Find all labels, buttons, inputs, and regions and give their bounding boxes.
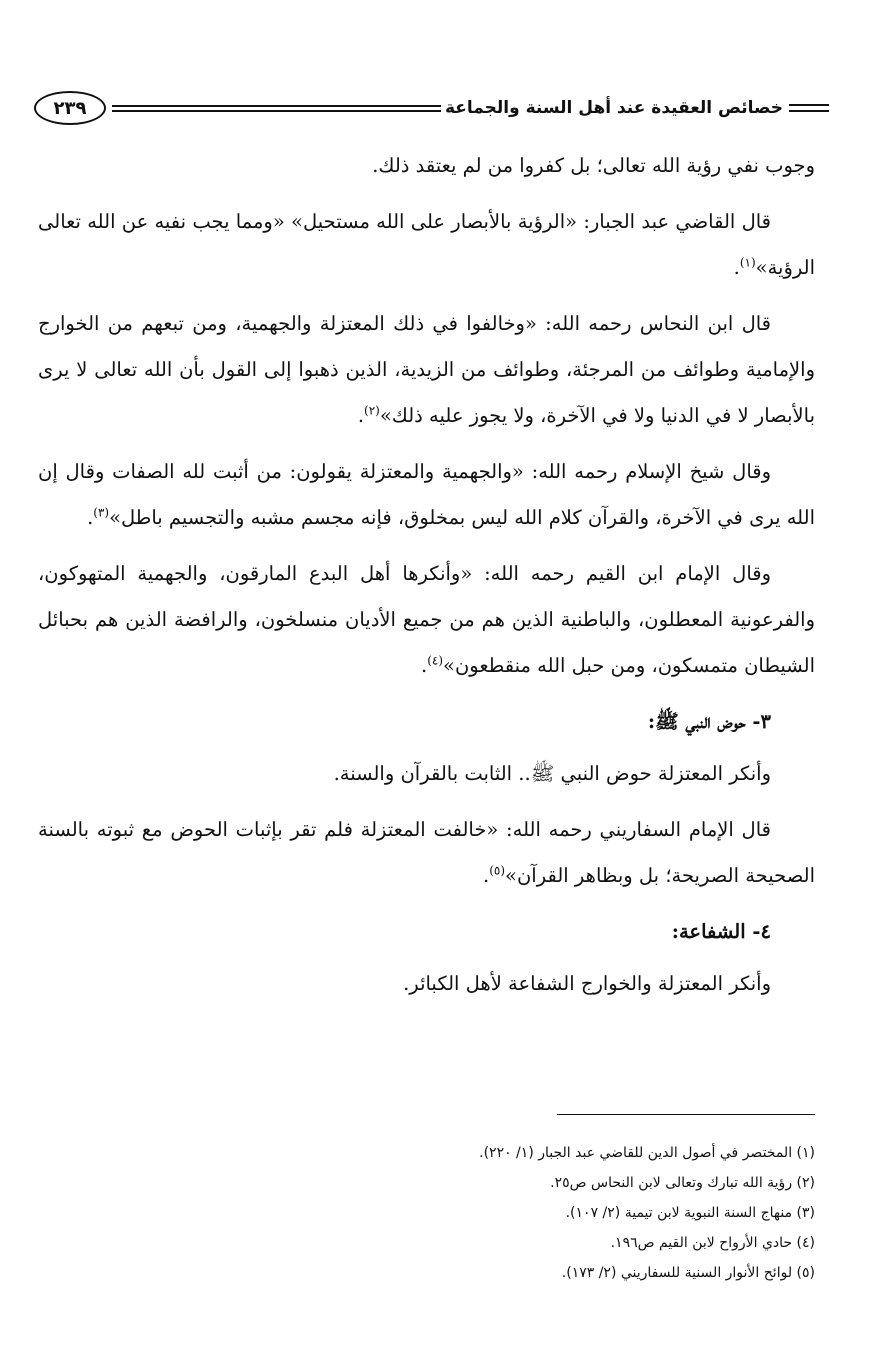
paragraph-3-text: قال ابن النحاس رحمه الله: «وخالفوا في ذلك المعتزلة والجهمية، ومن تبعهم من الخوارج والإمامية وطوائف من المرجئة، وطوائف من الزيدية، الذين ذهبوا إلى القول بأن الله تعالى لا يرى بالأبصار لا في الدنيا ولا في الآخرة، ولا يجوز عليه ذلك»: [38, 312, 815, 427]
footnote-2: (٢) رؤية الله تبارك وتعالى لابن النحاس ص٢٥.: [550, 1175, 815, 1191]
footnote-ref-1[interactable]: (١): [739, 255, 756, 270]
footnotes: [40, 1138, 815, 1288]
footnote-1: (١) المختصر في أصول الدين للقاضي عبد الجبار (١/ ٢٢٠).: [479, 1145, 815, 1161]
paragraph-7: قال الإمام السفاريني رحمه الله: «خالفت المعتزلة فلم تقر بإثبات الحوض مع ثبوته بالسنة الصحيحة الصريحة؛ بل وبظاهر القرآن»$^{(٥)}$.: [38, 818, 815, 887]
body-text: [38, 143, 815, 1017]
footnote-ref-4[interactable]: (٤): [427, 653, 444, 668]
paragraph-4-text: وقال شيخ الإسلام رحمه الله: «والجهمية والمعتزلة يقولون: من أثبت لله الصفات وقال إن الله يرى في الآخرة، والقرآن كلام الله ليس بمخلوق، فإنه مجسم مشبه والتجسيم باطل»: [38, 460, 815, 529]
paragraph-1-text: وجوب نفي رؤية الله تعالى؛ بل كفروا من لم يعتقد ذلك.: [372, 154, 815, 177]
paragraph-5: وقال الإمام ابن القيم رحمه الله: «وأنكرها أهل البدع المارقون، والجهمية المتهوكون، والفرعونية المعطلون، والباطنية الذين هم من جميع الأديان منسلخون، والرافضة الذين هم بحبائل الشيطان متمسكون، ومن حبل الله منقطعون»$^{(٤)}$.: [38, 562, 815, 677]
footnote-4: (٤) حادي الأرواح لابن القيم ص١٩٦.: [610, 1235, 815, 1251]
footnote-ref-3[interactable]: (٣): [93, 505, 110, 520]
footnote-3: (٣) منهاج السنة النبوية لابن تيمية (٢/ ١٠٧).: [565, 1205, 815, 1221]
header-dash: [789, 104, 829, 112]
paragraph-5-text: وقال الإمام ابن القيم رحمه الله: «وأنكرها أهل البدع المارقون، والجهمية المتهوكون، والفرعونية المعطلون، والباطنية الذين هم من جميع الأديان منسلخون، والرافضة الذين هم بحبائل الشيطان متمسكون، ومن حبل الله منقطعون»: [38, 562, 815, 677]
footnote-ref-5[interactable]: (٥): [489, 863, 506, 878]
header-rule: [112, 105, 441, 112]
section-heading-3: ٣- حوض النبي ﷺ:: [647, 710, 771, 733]
running-title: خصائص العقيدة عند أهل السنة والجماعة: [444, 98, 783, 118]
footnote-separator: [557, 1114, 815, 1115]
paragraph-6-text: وأنكر المعتزلة حوض النبي ﷺ.. الثابت بالقرآن والسنة.: [333, 762, 771, 785]
paragraph-3: قال ابن النحاس رحمه الله: «وخالفوا في ذلك المعتزلة والجهمية، ومن تبعهم من الخوارج والإمامية وطوائف من المرجئة، وطوائف من الزيدية، الذين ذهبوا إلى القول بأن الله تعالى لا يرى بالأبصار لا في الدنيا ولا في الآخرة، ولا يجوز عليه ذلك»$^{(٢)}$.: [38, 312, 815, 427]
paragraph-8-text: وأنكر المعتزلة والخوارج الشفاعة لأهل الكبائر.: [403, 972, 771, 995]
paragraph-2-text: قال القاضي عبد الجبار: «الرؤية بالأبصار على الله مستحيل» «ومما يجب نفيه عن الله تعالى الرؤية»: [38, 210, 815, 279]
paragraph-6: [38, 751, 815, 797]
page-number: ٢٣٩: [34, 91, 106, 125]
paragraph-7-text: قال الإمام السفاريني رحمه الله: «خالفت المعتزلة فلم تقر بإثبات الحوض مع ثبوته بالسنة الصحيحة الصريحة؛ بل وبظاهر القرآن»: [38, 818, 815, 887]
paragraph-2: قال القاضي عبد الجبار: «الرؤية بالأبصار على الله مستحيل» «ومما يجب نفيه عن الله تعالى الرؤية»$^{(١)}$.: [38, 210, 815, 279]
footnote-5: (٥) لوائح الأنوار السنية للسفاريني (٢/ ١٧٣).: [561, 1265, 815, 1281]
paragraph-4: وقال شيخ الإسلام رحمه الله: «والجهمية والمعتزلة يقولون: من أثبت لله الصفات وقال إن الله يرى في الآخرة، والقرآن كلام الله ليس بمخلوق، فإنه مجسم مشبه والتجسيم باطل»$^{(٣)}$.: [38, 460, 815, 529]
paragraph-1: [38, 143, 815, 189]
page-header: [34, 86, 829, 130]
footnote-ref-2[interactable]: (٢): [364, 403, 380, 418]
paragraph-8: [38, 961, 815, 1007]
section-heading-4: ٤- الشفاعة:: [671, 920, 771, 943]
